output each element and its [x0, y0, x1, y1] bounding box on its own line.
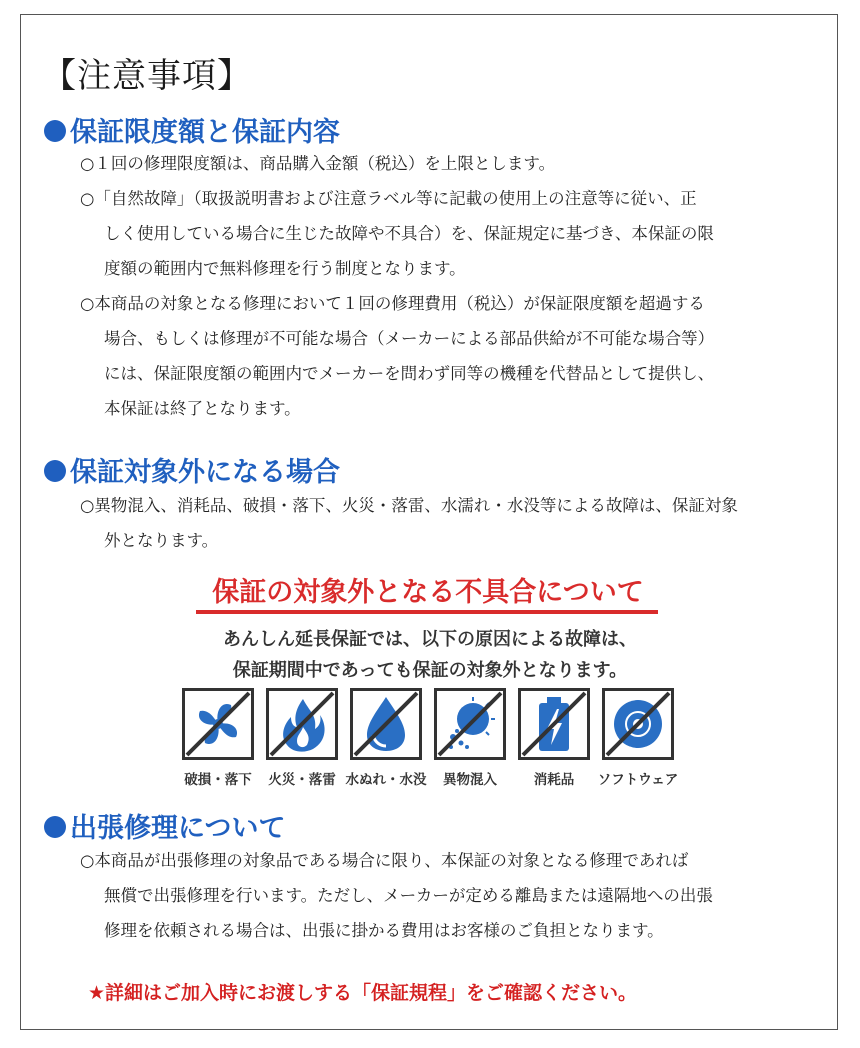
subtitle-line: 保証期間中であっても保証の対象外となります。: [232, 660, 628, 681]
text-line: には、保証限度額の範囲内でメーカーを問わず同等の機種を代替品として提供し、: [104, 364, 715, 383]
icon-label: 火災・落雷: [268, 772, 336, 788]
subtitle-line: あんしん延長保証では、以下の原因による故障は、: [223, 629, 637, 650]
section-heading-onsite: 出張修理について: [44, 806, 285, 845]
text-line: 外となります。: [104, 531, 219, 550]
defect-box-underline: [196, 610, 658, 614]
text-line: ○「自然故障」（取扱説明書および注意ラベル等に記載の使用上の注意等に従い、正: [80, 189, 697, 208]
bullet-icon: [44, 120, 66, 142]
section-heading-coverage: 保証限度額と保証内容: [44, 110, 340, 149]
coverage-text: [80, 146, 820, 426]
battery-icon: [518, 688, 590, 760]
disc-icon: [602, 688, 674, 760]
text-line: ○１回の修理限度額は、商品購入金額（税込）を上限とします。: [80, 154, 556, 173]
text-line: 本保証は終了となります。: [104, 399, 301, 418]
bullet-icon: [44, 816, 66, 838]
defect-box-subtitle: [160, 624, 700, 686]
fan-breakage-icon: [182, 688, 254, 760]
text-line: 度額の範囲内で無料修理を行う制度となります。: [104, 259, 466, 278]
text-line: ○本商品の対象となる修理において１回の修理費用（税込）が保証限度額を超過する: [80, 294, 705, 313]
text-line: 修理を依頼される場合は、出張に掛かる費用はお客様のご負担となります。: [104, 921, 664, 940]
fire-icon: [266, 688, 338, 760]
defect-icons: [182, 688, 682, 798]
bullet-icon: [44, 460, 66, 482]
text-line: 無償で出張修理を行います。ただし、メーカーが定める離島または遠隔地への出張: [104, 886, 713, 905]
water-drop-icon: [350, 688, 422, 760]
icon-label: 水ぬれ・水没: [345, 772, 427, 788]
foreign-object-icon: [434, 688, 506, 760]
text-line: ○本商品が出張修理の対象品である場合に限り、本保証の対象となる修理であれば: [80, 851, 689, 870]
text-line: ○異物混入、消耗品、破損・落下、火災・落雷、水濡れ・水没等による故障は、保証対象: [80, 496, 738, 515]
page-title: 【注意事項】: [42, 56, 252, 96]
excluded-text: [80, 488, 820, 558]
onsite-text: [80, 843, 820, 948]
defect-box-title: 保証の対象外となる不具合について: [212, 577, 644, 608]
icon-label: 異物混入: [443, 772, 497, 788]
icon-label: ソフトウェア: [597, 772, 679, 788]
icon-label: 破損・落下: [184, 772, 252, 788]
detail-note: ★詳細はご加入時にお渡しする「保証規程」をご確認ください。: [88, 982, 638, 1004]
icon-label: 消耗品: [533, 772, 575, 788]
section-heading-excluded: 保証対象外になる場合: [44, 450, 340, 489]
text-line: しく使用している場合に生じた故障や不具合）を、保証規定に基づき、本保証の限: [104, 224, 714, 243]
text-line: 場合、もしくは修理が不可能な場合（メーカーによる部品供給が不可能な場合等）: [104, 329, 715, 348]
